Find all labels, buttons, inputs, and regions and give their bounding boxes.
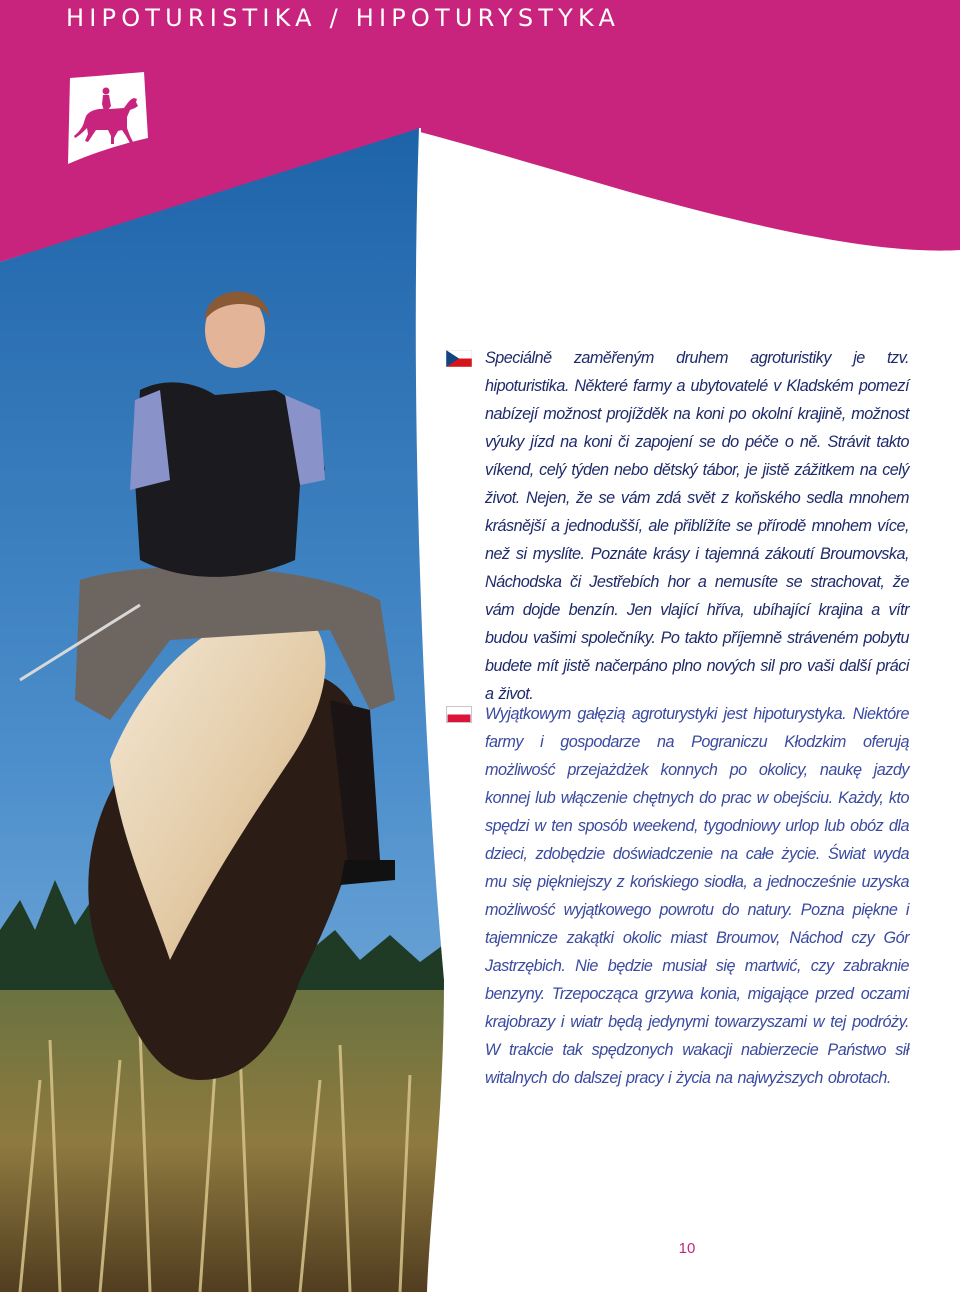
polish-flag-icon xyxy=(446,706,472,723)
page-number: 10 xyxy=(678,1240,696,1257)
horse-rider-icon xyxy=(64,72,150,164)
page-title: HIPOTURISTIKA / HIPOTURYSTYKA xyxy=(66,4,621,32)
czech-flag-icon xyxy=(446,350,472,367)
czech-paragraph: Speciálně zaměřeným druhem agroturistiky je tzv. hipoturistika. Některé farmy a ubytovatelé v Kladském pomezí nabízejí možnost projížděk na koni po okolní krajině, možnost výuky jízd na koni či zapojení se do péče o ně. Strávit takto víkend, celý týden nebo dětský tábor, je jistě zážitkem na celý život. Nejen, že se vám zdá svět z koňského sedla mnohem krásnější a jednodušší, ale přiblížíte se přírodě mnohem více, než si myslíte. Poznáte krásy i tajemná zákoutí Broumovska, Náchodska či Jestřebích hor a nemusíte se strachovat, že vám dojde benzín. Jen vlající hříva, ubíhající krajina a vítr budou vašimi společníky. Po takto příjemně stráveném pobytu budete mít jistě načerpáno plno nových sil pro vaši další práci a život. xyxy=(485,349,909,703)
polish-paragraph: Wyjątkowym gałęzią agroturystyki jest hipoturystyka. Niektóre farmy i gospodarze na Pograniczu Kłodzkim oferują możliwość przejażdżek konnych po okolicy, naukę jazdy konnej lub włączenie chętnych do prac w obejściu. Każdy, kto spędzi w ten sposób weekend, tygodniowy urlop lub obóz dla dzieci, zdobędzie doświadczenie na całe życie. Świat wyda mu się piękniejszy z końskiego siodła, a jednocześnie uzyska możliwość wyjątkowego powrotu do natury. Pozna piękne i tajemnicze zakątki okolic miast Broumov, Náchod czy Gór Jastrzębich. Nie będzie musiał się martwić, czy zabraknie benzyny. Trzepocząca grzywa konia, migające przed oczami krajobrazy i wiatr będą jedynymi towarzyszami w tej podróży. W trakcie tak spędzonych wakacji nabierzecie Państwo sił witalnych do dalszej pracy i życia na najwyższych obrotach. xyxy=(485,705,909,1087)
